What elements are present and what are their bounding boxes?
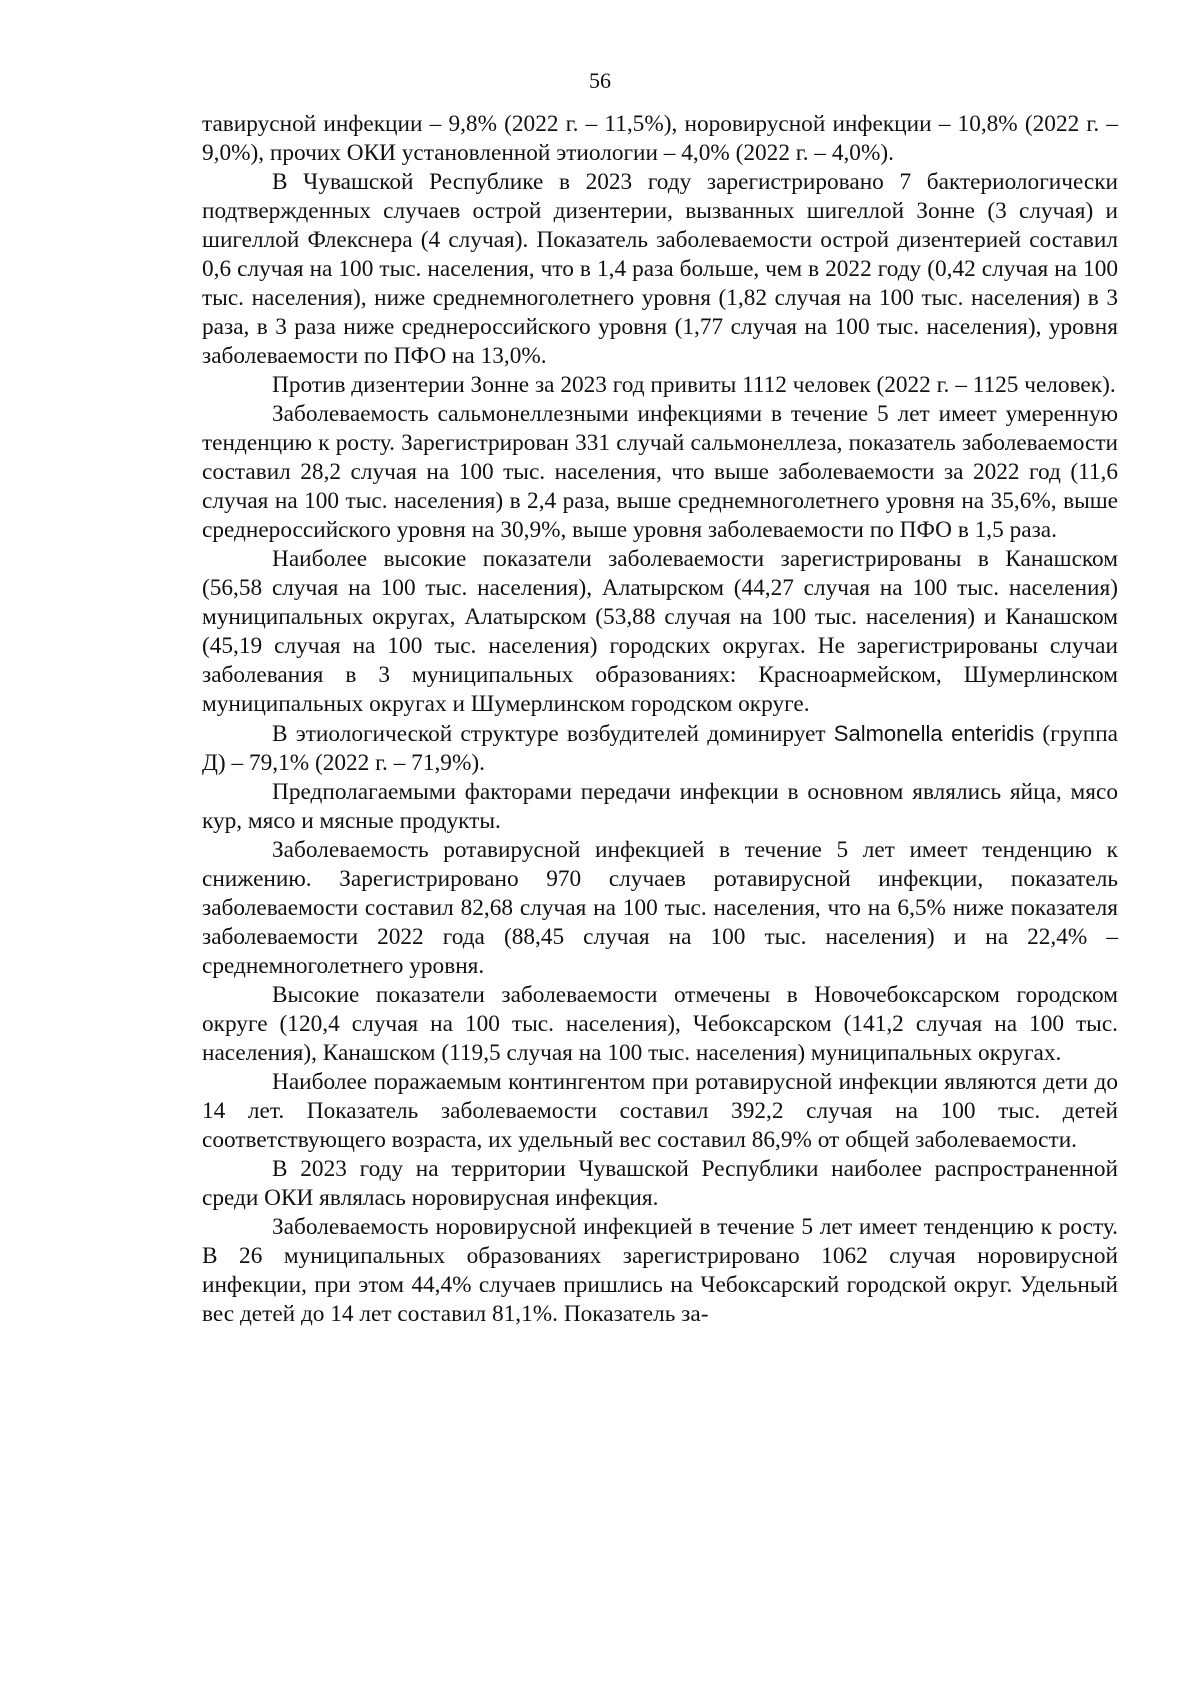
paragraph-transmission-factors: Предполагаемыми факторами передачи инфекции в основном являлись яйца, мясо кур, мясо и мясные продукты. <box>202 779 1118 834</box>
paragraph-norovirus-prevalence: В 2023 году на территории Чувашской Республики наиболее распространенной среди ОКИ являлась норовирусная инфекция. <box>202 1156 1118 1211</box>
etiology-text-before: В этиологической структуре возбудителей доминирует <box>272 721 834 747</box>
pathogen-name: Salmonella enteridis <box>833 721 1035 746</box>
page-number: 56 <box>589 68 611 93</box>
paragraph-rotavirus-districts: Высокие показатели заболеваемости отмечены в Новочебоксарском городском округе (120,4 случая на 100 тыс. населения), Чебоксарском (141,2 случая на 100 тыс. населения), Канашском (119,5 случая на 100 тыс. населения) муниципальных округах. <box>202 982 1118 1066</box>
etiology-text-after: (группа Д) – 79,1% (2022 г. – 71,9%). <box>202 721 1119 776</box>
paragraph-salmonella-etiology <box>202 719 1118 778</box>
paragraph-rotavirus-norovirus-shares: тавирусной инфекции – 9,8% (2022 г. – 11,5%), норовирусной инфекции – 10,8% (2022 г. – 9,0%), прочих ОКИ установленной этиологии – 4,0% (2022 г. – 4,0%). <box>202 111 1118 166</box>
paragraph-rotavirus: Заболеваемость ротавирусной инфекцией в течение 5 лет имеет тенденцию к снижению. Зарегистрировано 970 случаев ротавирусной инфекции, показатель заболеваемости составил 82,68 случая на 100 тыс. населения, что на 6,5% ниже показателя заболеваемости 2022 года (88,45 случая на 100 тыс. населения) и на 22,4% – среднемноголетнего уровня. <box>202 837 1118 979</box>
paragraph-norovirus: Заболеваемость норовирусной инфекцией в течение 5 лет имеет тенденцию к росту. В 26 муниципальных образованиях зарегистрировано 1062 случая норовирусной инфекции, при этом 44,4% случаев пришлись на Чебоксарский городской округ. Удельный вес детей до 14 лет составил 81,1%. Показатель за- <box>202 1214 1118 1327</box>
document-body <box>202 110 1118 1329</box>
paragraph-dysentery: В Чувашской Республике в 2023 году зарегистрировано 7 бактериологически подтвержденных случаев острой дизентерии, вызванных шигеллой Зонне (3 случая) и шигеллой Флекснера (4 случая). Показатель заболеваемости острой дизентерией составил 0,6 случая на 100 тыс. населения, что в 1,4 раза больше, чем в 2022 году (0,42 случая на 100 тыс. населения), ниже среднемноголетнего уровня (1,82 случая на 100 тыс. населения) в 3 раза, в 3 раза ниже среднероссийского уровня (1,77 случая на 100 тыс. населения), уровня заболеваемости по ПФО на 13,0%. <box>202 169 1118 369</box>
paragraph-rotavirus-children: Наиболее поражаемым контингентом при ротавирусной инфекции являются дети до 14 лет. Показатель заболеваемости составил 392,2 случая на 100 тыс. детей соответствующего возраста, их удельный вес составил 86,9% от общей заболеваемости. <box>202 1069 1118 1153</box>
paragraph-salmonellosis: Заболеваемость сальмонеллезными инфекциями в течение 5 лет имеет умеренную тенденцию к росту. Зарегистрирован 331 случай сальмонеллеза, показатель заболеваемости составил 28,2 случая на 100 тыс. населения, что выше заболеваемости за 2022 год (11,6 случая на 100 тыс. населения) в 2,4 раза, выше среднемноголетнего уровня на 35,6%, выше среднероссийского уровня на 30,9%, выше уровня заболеваемости по ПФО в 1,5 раза. <box>202 401 1118 543</box>
paragraph-salmonellosis-districts: Наиболее высокие показатели заболеваемости зарегистрированы в Канашском (56,58 случая на 100 тыс. населения), Алатырском (44,27 случая на 100 тыс. населения) муниципальных округах, Алатырском (53,88 случая на 100 тыс. населения) и Канашском (45,19 случая на 100 тыс. населения) городских округах. Не зарегистрированы случаи заболевания в 3 муниципальных образованиях: Красноармейском, Шумерлинском муниципальных округах и Шумерлинском городском округе. <box>202 546 1118 717</box>
paragraph-dysentery-vaccination: Против дизентерии Зонне за 2023 год привиты 1112 человек (2022 г. – 1125 человек). <box>272 372 1116 398</box>
